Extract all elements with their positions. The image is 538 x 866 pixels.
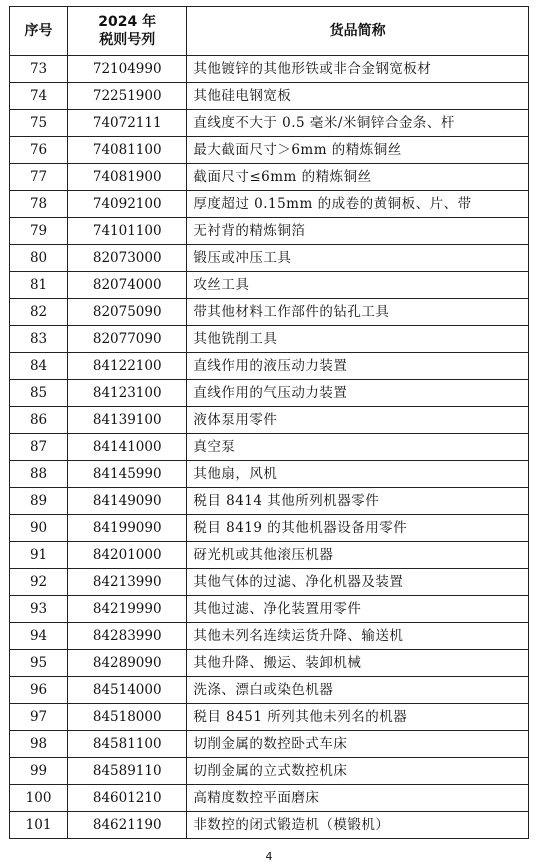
table-row [10,110,529,137]
row-seq: 85 [10,380,68,407]
row-seq: 96 [10,677,68,704]
row-goods-name: 切削金属的数控卧式车床 [187,731,529,758]
row-tariff-code: 84201000 [68,542,187,569]
row-seq: 86 [10,407,68,434]
table-row [10,299,529,326]
row-goods-name: 其他未列名连续运货升降、输送机 [187,623,529,650]
table-row [10,326,529,353]
row-goods-name: 其他镀锌的其他形铁或非合金钢宽板材 [187,56,529,83]
row-seq: 87 [10,434,68,461]
row-goods-name: 其他扇，风机 [187,461,529,488]
header-goods-name: 货品简称 [187,7,529,56]
table-row [10,812,529,839]
row-goods-name: 带其他材料工作部件的钻孔工具 [187,299,529,326]
table-row [10,191,529,218]
row-seq: 98 [10,731,68,758]
row-seq: 76 [10,137,68,164]
row-seq: 73 [10,56,68,83]
table-row [10,488,529,515]
table-row [10,461,529,488]
table-row [10,353,529,380]
row-tariff-code: 84514000 [68,677,187,704]
row-tariff-code: 84283990 [68,623,187,650]
table-row [10,542,529,569]
row-tariff-code: 82074000 [68,272,187,299]
row-tariff-code: 82075090 [68,299,187,326]
row-tariff-code: 84123100 [68,380,187,407]
row-seq: 83 [10,326,68,353]
row-goods-name: 直线作用的液压动力装置 [187,353,529,380]
row-goods-name: 切削金属的立式数控机床 [187,758,529,785]
row-goods-name: 液体泵用零件 [187,407,529,434]
row-tariff-code: 74092100 [68,191,187,218]
table-row [10,758,529,785]
row-tariff-code: 84199090 [68,515,187,542]
table-row [10,569,529,596]
row-goods-name: 其他过滤、净化装置用零件 [187,596,529,623]
row-seq: 99 [10,758,68,785]
table-row [10,380,529,407]
table-row [10,272,529,299]
row-goods-name: 锻压或冲压工具 [187,245,529,272]
table-row [10,83,529,110]
row-tariff-code: 82077090 [68,326,187,353]
table-row [10,704,529,731]
row-tariff-code: 84589110 [68,758,187,785]
row-tariff-code: 84213990 [68,569,187,596]
table-row [10,623,529,650]
row-goods-name: 其他铣削工具 [187,326,529,353]
goods-table [9,6,529,839]
row-seq: 78 [10,191,68,218]
row-seq: 82 [10,299,68,326]
table-row [10,785,529,812]
row-tariff-code: 84139100 [68,407,187,434]
table-row [10,677,529,704]
row-goods-name: 税目 8451 所列其他未列名的机器 [187,704,529,731]
header-tariff-code [68,7,187,56]
row-tariff-code: 84219990 [68,596,187,623]
row-goods-name: 其他升降、搬运、装卸机械 [187,650,529,677]
row-tariff-code: 84581100 [68,731,187,758]
row-seq: 97 [10,704,68,731]
row-seq: 94 [10,623,68,650]
row-tariff-code: 74072111 [68,110,187,137]
table-row [10,407,529,434]
row-goods-name: 砑光机或其他滚压机器 [187,542,529,569]
row-tariff-code: 84601210 [68,785,187,812]
header-tariff-code-line1: 2024 年 [98,14,157,30]
row-tariff-code: 84122100 [68,353,187,380]
row-tariff-code: 84149090 [68,488,187,515]
row-tariff-code: 84621190 [68,812,187,839]
row-seq: 89 [10,488,68,515]
table-row [10,731,529,758]
table-body [10,56,529,839]
table-row [10,137,529,164]
row-seq: 93 [10,596,68,623]
row-seq: 95 [10,650,68,677]
row-goods-name: 厚度超过 0.15mm 的成卷的黄铜板、片、带 [187,191,529,218]
row-goods-name: 截面尺寸≤6mm 的精炼铜丝 [187,164,529,191]
table-row [10,218,529,245]
row-tariff-code: 74101100 [68,218,187,245]
table-row [10,164,529,191]
row-tariff-code: 74081100 [68,137,187,164]
table-row [10,434,529,461]
row-goods-name: 非数控的闭式锻造机（模锻机） [187,812,529,839]
row-seq: 77 [10,164,68,191]
row-tariff-code: 82073000 [68,245,187,272]
row-seq: 88 [10,461,68,488]
row-tariff-code: 84145990 [68,461,187,488]
table-row [10,245,529,272]
row-seq: 91 [10,542,68,569]
row-goods-name: 最大截面尺寸＞6mm 的精炼铜丝 [187,137,529,164]
row-tariff-code: 84141000 [68,434,187,461]
row-goods-name: 真空泵 [187,434,529,461]
row-goods-name: 其他气体的过滤、净化机器及装置 [187,569,529,596]
row-goods-name: 无衬背的精炼铜箔 [187,218,529,245]
row-seq: 80 [10,245,68,272]
row-goods-name: 其他硅电钢宽板 [187,83,529,110]
row-goods-name: 直线度不大于 0.5 毫米/米铜锌合金条、杆 [187,110,529,137]
row-goods-name: 洗涤、漂白或染色机器 [187,677,529,704]
row-goods-name: 税目 8419 的其他机器设备用零件 [187,515,529,542]
row-tariff-code: 74081900 [68,164,187,191]
row-seq: 84 [10,353,68,380]
row-seq: 92 [10,569,68,596]
header-seq: 序号 [10,7,68,56]
page-number: 4 [265,850,273,863]
row-tariff-code: 84289090 [68,650,187,677]
row-seq: 90 [10,515,68,542]
row-tariff-code: 84518000 [68,704,187,731]
row-goods-name: 攻丝工具 [187,272,529,299]
row-goods-name: 高精度数控平面磨床 [187,785,529,812]
row-seq: 79 [10,218,68,245]
table-row [10,515,529,542]
row-seq: 74 [10,83,68,110]
row-goods-name: 税目 8414 其他所列机器零件 [187,488,529,515]
table-row [10,596,529,623]
row-tariff-code: 72104990 [68,56,187,83]
row-goods-name: 直线作用的气压动力装置 [187,380,529,407]
row-seq: 100 [10,785,68,812]
table-row [10,56,529,83]
row-tariff-code: 72251900 [68,83,187,110]
row-seq: 101 [10,812,68,839]
header-tariff-code-line2: 税则号列 [99,32,156,48]
row-seq: 75 [10,110,68,137]
table-row [10,650,529,677]
table-header-row [10,7,529,56]
row-seq: 81 [10,272,68,299]
